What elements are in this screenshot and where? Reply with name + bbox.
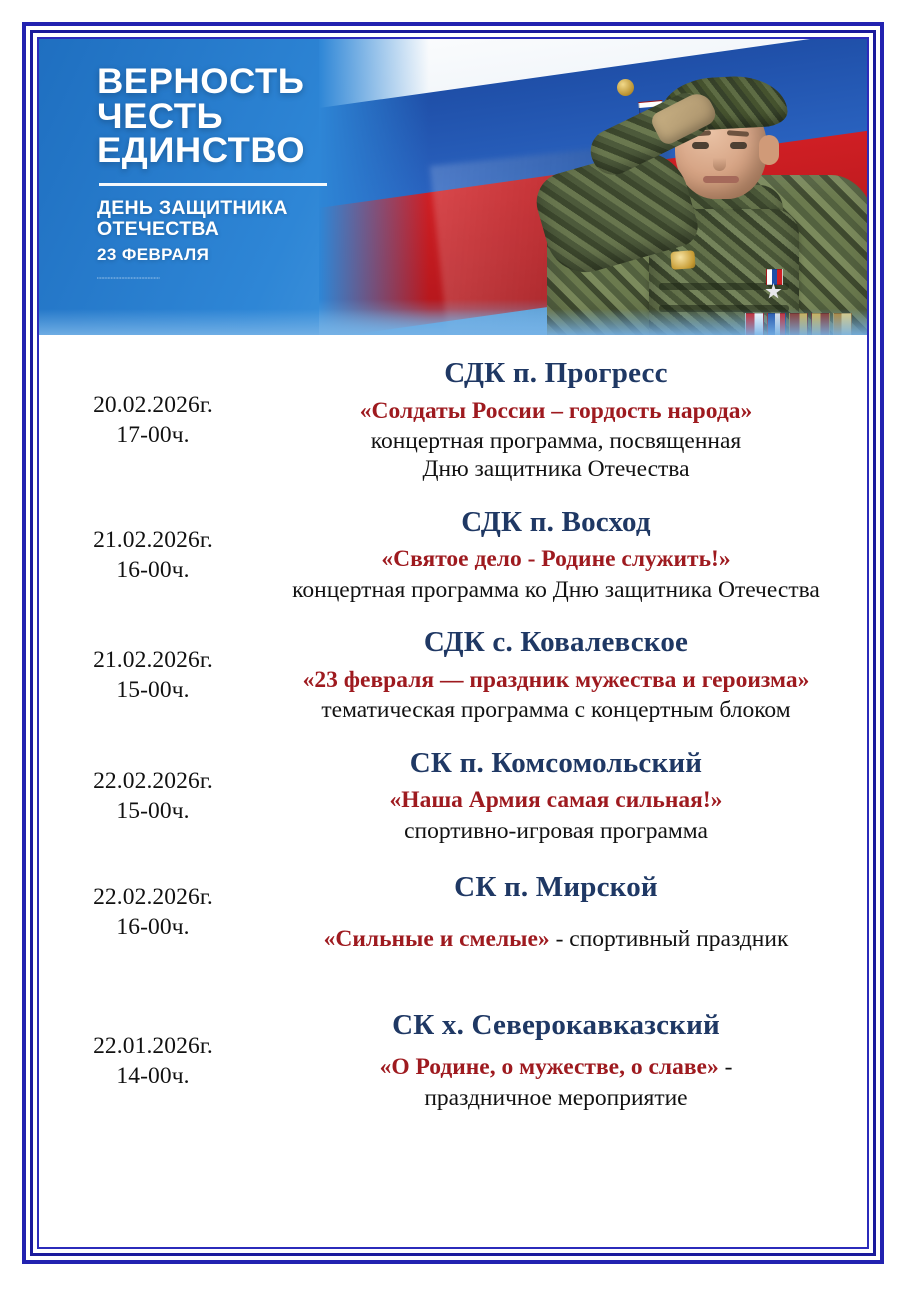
event-description [259, 696, 853, 724]
event-description [259, 1084, 853, 1112]
banner-bottom-fade [39, 309, 867, 335]
event-time: 14-00ч. [116, 1062, 190, 1089]
event-time: 16-00ч. [116, 914, 190, 941]
event-description [259, 817, 853, 845]
banner-headline [97, 62, 409, 171]
soldier-eye-left [692, 142, 709, 149]
event-details [259, 626, 859, 724]
event-details [259, 357, 859, 484]
event-date: 22.02.2026г. [93, 767, 213, 794]
event-title: «23 февраля — праздник мужества и героизма» [302, 666, 810, 693]
event-title-tail: - спортивный праздник [549, 925, 789, 952]
event-time: 15-00ч. [116, 797, 190, 824]
event-title-wrap [259, 545, 853, 574]
event-row [47, 1009, 859, 1111]
event-time: 16-00ч. [116, 556, 190, 583]
holiday-banner [39, 39, 867, 335]
event-title: «Наша Армия самая сильная!» [389, 787, 723, 814]
event-title-wrap [259, 1053, 853, 1082]
event-description-line: спортивно-игровая программа [404, 817, 708, 844]
event-description-line: Дню защитника Отечества [422, 456, 690, 483]
event-description [259, 576, 853, 604]
event-date: 21.02.2026г. [93, 647, 213, 674]
event-title: «Святое дело - Родине служить!» [381, 546, 731, 573]
event-time: 17-00ч. [116, 422, 190, 449]
event-row [47, 747, 859, 845]
event-details [259, 506, 859, 604]
event-venue: СК х. Северокавказский [392, 1009, 720, 1042]
banner-divider [99, 183, 327, 186]
soldier-ear [759, 135, 779, 165]
event-venue: СДК п. Прогресс [444, 357, 668, 389]
event-venue: СДК п. Восход [461, 505, 651, 538]
event-datetime [47, 882, 259, 942]
event-venue: СДК с. Ковалевское [423, 626, 689, 659]
event-title-tail: - [718, 1053, 733, 1080]
event-details [259, 1009, 859, 1111]
event-row [47, 357, 859, 484]
events-schedule [39, 335, 867, 1112]
saluting-soldier-photo [531, 63, 867, 335]
event-datetime [47, 645, 259, 705]
soldier-mouth [703, 176, 739, 183]
event-date: 22.01.2026г. [93, 1032, 213, 1059]
event-datetime [47, 766, 259, 826]
beret-cockade-icon [617, 79, 634, 96]
event-title: «Солдаты России – гордость народа» [359, 397, 753, 424]
poster-frame-outer [22, 22, 884, 1264]
event-title-wrap [259, 925, 853, 954]
event-title-wrap [259, 786, 853, 815]
poster-frame-inner [37, 37, 869, 1249]
headline-line-3: ЕДИНСТВО [97, 131, 306, 171]
banner-subheadline [97, 198, 397, 240]
event-details [259, 747, 859, 845]
event-date: 21.02.2026г. [93, 526, 213, 553]
chest-badge-icon [670, 250, 695, 270]
event-title: «Сильные и смелые» [323, 925, 550, 952]
event-title-wrap [259, 666, 853, 695]
event-row [47, 871, 859, 953]
event-description-line: тематическая программа с концертным блоком [321, 697, 791, 724]
banner-text-block [97, 62, 397, 281]
event-time: 15-00ч. [116, 677, 190, 704]
event-description-line: концертная программа ко Дню защитника Отечества [292, 576, 820, 603]
event-date: 22.02.2026г. [93, 884, 213, 911]
event-datetime [47, 1031, 259, 1091]
event-title: «О Родине, о мужестве, о славе» [379, 1053, 719, 1080]
hero-star-shape [765, 283, 782, 300]
subheadline-line-1: ДЕНЬ ЗАЩИТНИКА [97, 196, 288, 219]
subheadline-line-2: ОТЕЧЕСТВА [97, 217, 220, 240]
event-date: 20.02.2026г. [93, 392, 213, 419]
poster-frame-mid [30, 30, 876, 1256]
event-details [259, 871, 859, 953]
event-description-line: концертная программа, посвященная [370, 428, 742, 455]
banner-microtext: ••••••••••••••••••••••••••••••••••••••••• [97, 276, 161, 281]
headline-line-2: ЧЕСТЬ [97, 96, 224, 136]
event-description-line: праздничное мероприятие [424, 1084, 688, 1111]
headline-line-1: ВЕРНОСТЬ [97, 62, 305, 101]
event-venue: СК п. Мирской [454, 871, 658, 904]
event-row [47, 626, 859, 724]
soldier-eye-right [730, 142, 747, 149]
hero-star-medal-icon [763, 269, 783, 303]
hero-star-ribbon [766, 269, 783, 285]
event-datetime [47, 525, 259, 585]
banner-date-label: 23 ФЕВРАЛЯ [97, 245, 210, 265]
event-datetime [47, 390, 259, 450]
event-title-wrap [259, 397, 853, 426]
event-row [47, 506, 859, 604]
event-venue: СК п. Комсомольский [409, 746, 703, 779]
soldier-nose [713, 149, 726, 171]
event-description [259, 427, 853, 483]
